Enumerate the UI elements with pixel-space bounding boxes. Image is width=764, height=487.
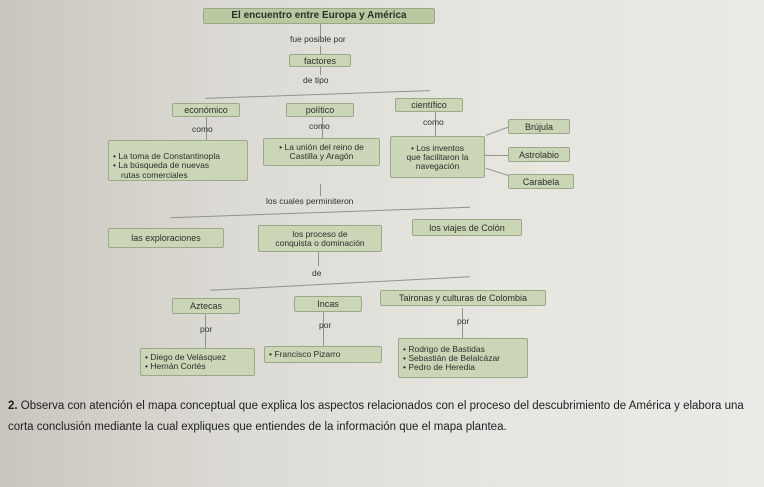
box-aztecas: Aztecas <box>172 298 240 314</box>
label-fue-posible-por: fue posible por <box>290 34 346 44</box>
connector <box>320 67 321 75</box>
item-busqueda-rutas: • La búsqueda de nuevas <box>113 161 220 170</box>
label-como-politico: como <box>309 121 330 131</box>
label-por-taironas: por <box>457 316 470 326</box>
label-por-incas: por <box>319 320 332 330</box>
item-union-reino: • La unión del reino de <box>279 142 364 152</box>
box-politico: político <box>286 103 354 117</box>
item-pedro-heredia: • Pedro de Heredia <box>403 363 500 372</box>
box-economico-detalle <box>108 140 248 181</box>
label-por-aztecas: por <box>200 324 213 334</box>
item-rodrigo-bastidas: • Rodrigo de Bastidas <box>403 345 500 354</box>
box-brujula: Brújula <box>508 119 570 134</box>
connector <box>210 276 470 291</box>
question-number: 2. <box>8 400 18 412</box>
item-sebastian-belalcazar: • Sebastián de Belalcázar <box>403 354 500 363</box>
item-navegacion: navegación <box>415 160 460 171</box>
item-conquista: conquista o dominación <box>275 237 365 248</box>
box-carabela: Carabela <box>508 174 574 189</box>
box-politico-detalle <box>263 138 380 166</box>
box-conquistadores-incas <box>264 346 382 363</box>
box-proceso-conquista <box>258 225 382 252</box>
connector <box>323 312 324 348</box>
box-viajes-colon: los viajes de Colón <box>412 219 522 236</box>
connector <box>170 207 470 218</box>
box-astrolabio: Astrolabio <box>508 147 570 162</box>
item-hernan-cortes: • Hernán Cortés <box>145 362 226 371</box>
item-toma-constantinopla: • La toma de Constantinopla <box>113 152 220 161</box>
connector <box>318 252 319 266</box>
item-inventos: • Los inventos <box>410 142 465 153</box>
box-incas: Incas <box>294 296 362 312</box>
connector <box>320 46 321 54</box>
box-economico: económico <box>172 103 240 117</box>
box-cientifico: científico <box>395 98 463 112</box>
box-conquistadores-aztecas <box>140 348 255 376</box>
label-los-cuales-permitieron: los cuales perminiteron <box>266 196 354 206</box>
label-de-tipo: de tipo <box>303 75 329 85</box>
item-francisco-pizarro: • Francisco Pizarro <box>269 350 340 359</box>
item-diego-velasquez: • Diego de Velásquez <box>145 353 226 362</box>
connector <box>320 184 321 196</box>
label-como-economico: como <box>192 124 213 134</box>
item-rutas-comerciales: rutas comerciales <box>121 170 188 180</box>
item-proceso: los proceso de <box>292 228 348 239</box>
map-title: El encuentro entre Europa y América <box>203 8 435 24</box>
box-taironas: Taironas y culturas de Colombia <box>380 290 546 306</box>
box-factores: factores <box>289 54 351 67</box>
label-de: de <box>312 268 322 278</box>
question-body: Observa con atención el mapa conceptual que explica los aspectos relacionados con el proceso del descubrimiento de América y elabora una corta conclusión mediante la cual expliques que entiendes de la información que el mapa plantea. <box>8 400 744 433</box>
question-text <box>8 396 756 438</box>
box-cientifico-detalle <box>390 136 485 178</box>
item-castilla-aragon: Castilla y Aragón <box>289 151 354 161</box>
label-como-cientifico: como <box>423 117 444 127</box>
box-exploraciones: las exploraciones <box>108 228 224 248</box>
item-facilitaron: que facilitaron la <box>406 151 469 162</box>
box-conquistadores-taironas <box>398 338 528 378</box>
